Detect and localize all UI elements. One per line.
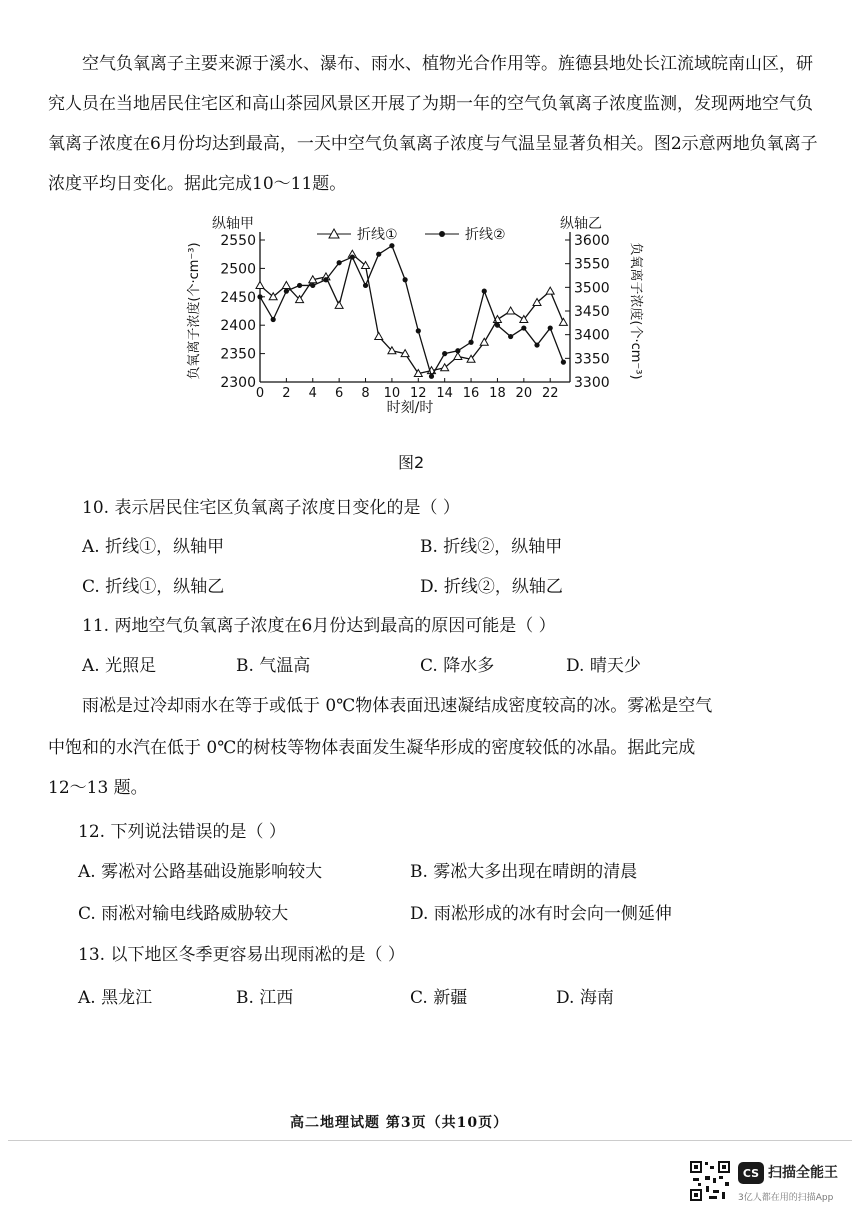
x-tick-label: 2	[282, 386, 291, 401]
series-2-point	[561, 360, 566, 365]
q13-stem: 13. 以下地区冬季更容易出现雨凇的是（ ）	[78, 945, 405, 965]
series-2-point	[337, 260, 342, 265]
series-2-point	[482, 289, 487, 294]
right-tick-label: 3300	[574, 375, 610, 391]
series-2-point	[508, 334, 513, 339]
x-tick-label: 6	[335, 386, 344, 401]
series-1-point	[375, 333, 383, 340]
q13-option-d: D. 海南	[556, 988, 614, 1008]
x-tick-label: 18	[489, 386, 506, 401]
left-tick-label: 2350	[220, 346, 256, 363]
series-1-point	[480, 338, 488, 345]
series-2-point	[534, 342, 539, 347]
q11-stem: 11. 两地空气负氧离子浓度在6月份达到最高的原因可能是（ ）	[82, 616, 556, 636]
ion-concentration-chart	[175, 210, 645, 445]
series-2-point	[389, 243, 394, 248]
series-2-point	[416, 328, 421, 333]
series-2-point	[310, 283, 315, 288]
left-axis-label: 负氧离子浓度(个·cm⁻³)	[187, 242, 202, 380]
right-tick-label: 3500	[574, 280, 610, 297]
series-2-point	[521, 325, 526, 330]
q11-option-d: D. 晴天少	[566, 656, 641, 676]
series-line-1	[260, 254, 563, 373]
passage2-line1: 雨凇是过冷却雨水在等于或低于 0℃物体表面迅速凝结成密度较高的冰。雾凇是空气	[82, 696, 713, 716]
q12-option-c: C. 雨凇对输电线路威胁较大	[78, 904, 289, 924]
series-1-point	[507, 307, 515, 314]
q11-option-a: A. 光照足	[82, 656, 157, 676]
qr-code-icon	[689, 1160, 731, 1202]
series-2-point	[271, 317, 276, 322]
x-axis-title: 时刻/时	[386, 400, 434, 416]
left-axis-title: 纵轴甲	[212, 216, 254, 232]
series-2-point	[376, 252, 381, 257]
q10-option-d: D. 折线②，纵轴乙	[420, 577, 563, 597]
right-tick-label: 3550	[574, 256, 610, 273]
q10-option-b: B. 折线②，纵轴甲	[420, 537, 563, 557]
right-tick-label: 3450	[574, 304, 610, 320]
series-2-point	[442, 351, 447, 356]
series-2-point	[429, 374, 434, 379]
camscanner-name: 扫描全能王	[768, 1165, 838, 1181]
x-tick-label: 0	[255, 386, 265, 401]
figure-caption: 图2	[398, 453, 425, 472]
series-1-point	[256, 281, 264, 288]
q11-option-b: B. 气温高	[236, 656, 311, 676]
legend-label-series-1: 折线①	[357, 227, 398, 243]
series-1-point	[546, 287, 554, 294]
series-2-point	[403, 277, 408, 282]
left-tick-label: 2400	[220, 318, 256, 335]
series-2-point	[297, 283, 302, 288]
x-tick-label: 4	[308, 386, 317, 401]
series-1-point	[559, 318, 567, 325]
left-tick-label: 2500	[220, 261, 256, 278]
page-footer: 高二地理试题 第3页（共10页）	[290, 1115, 509, 1131]
series-1-point	[454, 352, 462, 359]
intro-paragraph: 空气负氧离子主要来源于溪水、瀑布、雨水、植物光合作用等。旌德县地处长江流域皖南山区，研究人员在当地居民住宅区和高山茶园风景区开展了为期一年的空气负氧离子浓度监测，发现两地空气负氧离子浓度在6月份均达到最高，一天中空气负氧离子浓度与气温呈显著负相关。图2示意两地负氧离子浓度平均日变化。据此完成10～11题。	[48, 54, 818, 194]
q10-option-a: A. 折线①，纵轴甲	[82, 537, 225, 557]
series-1-point	[335, 301, 343, 308]
series-2-point	[548, 325, 553, 330]
left-tick-label: 2300	[220, 375, 256, 391]
q12-stem: 12. 下列说法错误的是（ ）	[78, 822, 286, 842]
passage2-line3: 12～13 题。	[48, 778, 148, 798]
q10-stem: 10. 表示居民住宅区负氧离子浓度日变化的是（ ）	[82, 498, 460, 518]
x-tick-label: 12	[410, 386, 427, 401]
series-1-point	[282, 281, 290, 288]
x-tick-label: 16	[462, 386, 480, 401]
passage2-line2: 中饱和的水汽在低于 0℃的树枝等物体表面发生凝华形成的密度较低的冰晶。据此完成	[48, 738, 696, 758]
right-axis-label: 负氧离子浓度(个·cm⁻³)	[628, 242, 643, 380]
chart-svg	[175, 210, 645, 445]
right-tick-label: 3600	[574, 233, 610, 249]
footer-divider	[8, 1140, 852, 1141]
q13-option-b: B. 江西	[236, 988, 294, 1008]
series-2-point	[468, 340, 473, 345]
series-2-point	[284, 289, 289, 294]
legend-marker-series-2	[439, 231, 445, 237]
q13-option-a: A. 黑龙江	[78, 988, 153, 1008]
x-tick-label: 10	[383, 386, 401, 401]
x-tick-label: 22	[541, 386, 559, 401]
series-2-point	[455, 348, 460, 353]
q12-option-d: D. 雨凇形成的冰有时会向一侧延伸	[410, 904, 672, 924]
camscanner-logo-icon: CS	[738, 1162, 764, 1184]
q12-option-b: B. 雾凇大多出现在晴朗的清晨	[410, 862, 638, 882]
x-tick-label: 8	[361, 386, 370, 401]
right-tick-label: 3350	[574, 351, 610, 368]
q11-option-c: C. 降水多	[420, 656, 495, 676]
right-axis-title: 纵轴乙	[560, 216, 602, 232]
camscanner-tagline: 3亿人都在用的扫描App	[738, 1193, 834, 1203]
series-2-point	[350, 254, 355, 259]
q10-option-c: C. 折线①，纵轴乙	[82, 577, 225, 597]
left-tick-label: 2450	[220, 289, 256, 306]
series-2-point	[363, 283, 368, 288]
q12-option-a: A. 雾凇对公路基础设施影响较大	[78, 862, 323, 882]
x-tick-label: 20	[515, 386, 533, 401]
legend-label-series-2: 折线②	[465, 227, 506, 243]
x-tick-label: 14	[436, 386, 453, 401]
series-2-point	[495, 323, 500, 328]
q13-option-c: C. 新疆	[410, 988, 468, 1008]
series-2-point	[323, 277, 328, 282]
series-line-2	[260, 246, 563, 377]
series-2-point	[257, 294, 262, 299]
right-tick-label: 3400	[574, 327, 610, 344]
left-tick-label: 2550	[220, 233, 256, 249]
